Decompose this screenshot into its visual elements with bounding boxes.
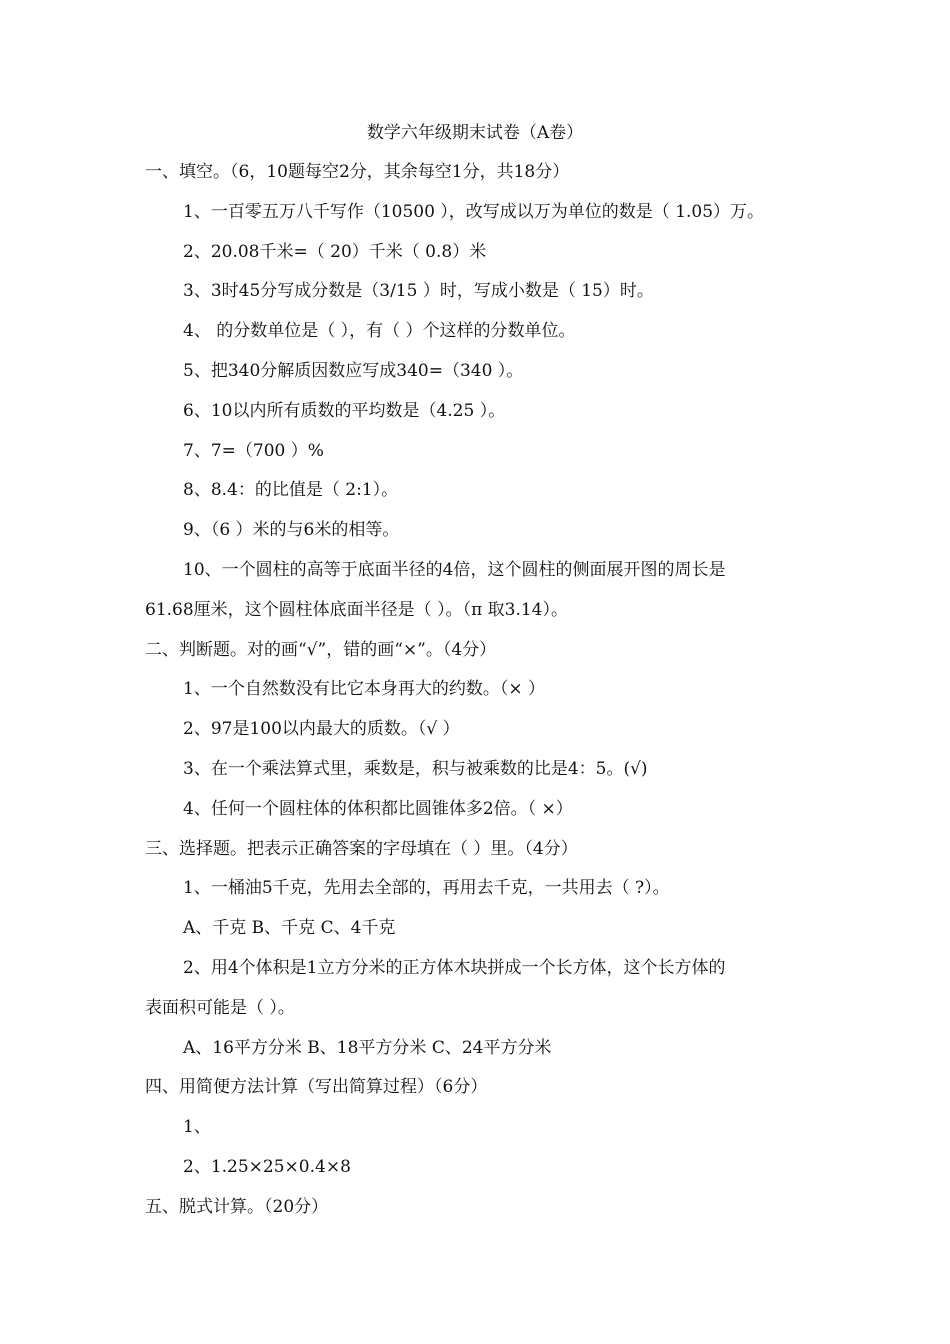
text-line: 1、一百零五万八千写作（10500 ），改写成以万为单位的数是（ 1.05）万。 xyxy=(183,201,765,222)
text-line: 4、任何一个圆柱体的体积都比圆锥体多2倍。（ ×） xyxy=(183,798,573,819)
text-line: 1、一个自然数没有比它本身再大的约数。（× ） xyxy=(183,679,545,700)
text-line: 61.68厘米，这个圆柱体底面半径是（ ）。（π 取3.14）。 xyxy=(145,599,568,620)
text-line: 三、选择题。把表示正确答案的字母填在（ ）里。（4分） xyxy=(145,838,578,859)
text-line: 表面积可能是（ ）。 xyxy=(145,997,295,1018)
text-line: 1、 xyxy=(183,1117,211,1138)
text-line: A、16平方分米 B、18平方分米 C、24平方分米 xyxy=(183,1037,552,1058)
text-line: 五、脱式计算。（20分） xyxy=(145,1196,329,1217)
text-line: 四、用简便方法计算（写出简算过程）（6分） xyxy=(145,1077,488,1098)
text-line: 9、（6 ）米的与6米的相等。 xyxy=(183,520,400,541)
text-line: 2、用4个体积是1立方分米的正方体木块拼成一个长方体，这个长方体的 xyxy=(183,957,726,978)
text-line: 4、 的分数单位是（ ），有（ ）个这样的分数单位。 xyxy=(183,321,576,342)
text-line: 二、判断题。对的画“√”，错的画“×”。（4分） xyxy=(145,639,497,660)
text-line: 2、20.08千米=（ 20）千米（ 0.8）米 xyxy=(183,241,487,262)
text-line: A、千克 B、千克 C、4千克 xyxy=(183,918,396,939)
text-line: 7、7=（700 ）% xyxy=(183,440,324,461)
text-line: 3、在一个乘法算式里，乘数是，积与被乘数的比是4：5。(√) xyxy=(183,758,648,779)
text-line: 10、一个圆柱的高等于底面半径的4倍，这个圆柱的侧面展开图的周长是 xyxy=(183,559,726,580)
text-line: 8、8.4：的比值是（ 2:1）。 xyxy=(183,480,399,501)
text-line: 6、10以内所有质数的平均数是（4.25 ）。 xyxy=(183,400,506,421)
text-line: 一、填空。（6，10题每空2分，其余每空1分，共18分） xyxy=(145,162,570,182)
text-line: 3、3时45分写成分数是（3/15 ）时，写成小数是（ 15）时。 xyxy=(183,281,654,302)
text-line: 5、把340分解质因数应写成340=（340 ）。 xyxy=(183,360,524,381)
page-title: 数学六年级期末试卷（A卷） xyxy=(366,123,584,143)
text-line: 2、97是100以内最大的质数。（√ ） xyxy=(183,719,460,740)
exam-content xyxy=(145,160,815,1235)
text-line: 2、1.25×25×0.4×8 xyxy=(183,1156,351,1177)
text-line: 1、一桶油5千克，先用去全部的，再用去千克，一共用去（ ?）。 xyxy=(183,878,670,899)
